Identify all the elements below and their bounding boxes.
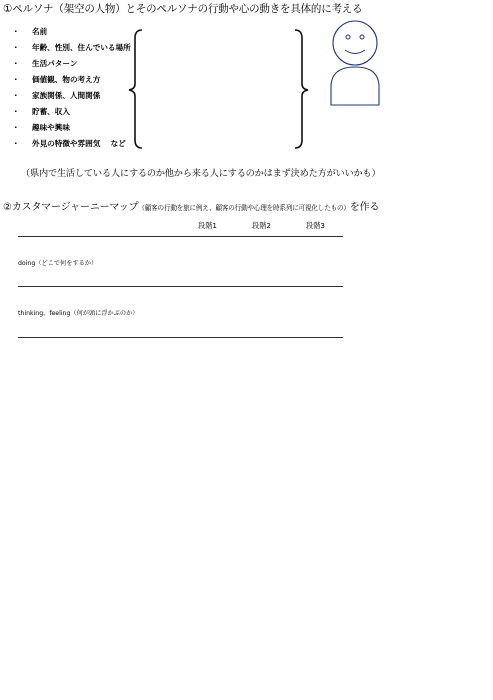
list-item xyxy=(12,90,100,101)
list-item-label: 貯蓄、収入 xyxy=(32,107,70,116)
list-item-label: 外見の特徴や雰囲気 など xyxy=(32,139,126,148)
stage-header-2: 段階2 xyxy=(252,221,271,230)
bullet-icon: ・ xyxy=(12,91,20,100)
section2-title-tail: を作る xyxy=(349,202,380,213)
list-item xyxy=(12,122,70,133)
journey-map-divider xyxy=(18,286,343,287)
list-item xyxy=(12,58,77,69)
list-item xyxy=(12,138,126,149)
list-item-label: 生活パターン xyxy=(32,59,78,68)
list-item-label: 年齢、性別、住んでいる場所 xyxy=(32,43,131,52)
bullet-icon: ・ xyxy=(12,43,20,52)
left-curly-bracket xyxy=(125,28,145,150)
persona-figure xyxy=(327,17,385,109)
section2-title-main: ②カスタマージャーニーマップ xyxy=(3,202,139,213)
section2-title-description: （顧客の行動を旅に例え、顧客の行動や心理を時系列に可視化したもの） xyxy=(138,204,350,212)
right-curly-bracket xyxy=(292,28,312,150)
row-label-doing: doing（どこで何をするか） xyxy=(18,260,98,267)
section2-title xyxy=(3,198,379,213)
persona-note: （県内で生活している人にするのか他から来る人にするのかはまず決めた方がいいかも） xyxy=(21,168,381,179)
stage-header-3: 段階3 xyxy=(306,221,325,230)
bullet-icon: ・ xyxy=(12,123,20,132)
bullet-icon: ・ xyxy=(12,107,20,116)
list-item xyxy=(12,26,47,37)
list-item xyxy=(12,42,131,53)
bullet-icon: ・ xyxy=(12,59,20,68)
section1-title: ①ペルソナ（架空の人物）とそのペルソナの行動や心の動きを具体的に考える xyxy=(3,3,363,15)
list-item-label: 名前 xyxy=(32,27,48,36)
bullet-icon: ・ xyxy=(12,27,20,36)
persona-head xyxy=(333,21,377,65)
list-item-label: 趣味や興味 xyxy=(32,123,70,132)
stage-header-1: 段階1 xyxy=(198,221,217,230)
list-item xyxy=(12,106,70,117)
bullet-icon: ・ xyxy=(12,139,20,148)
bullet-icon: ・ xyxy=(12,75,20,84)
persona-body xyxy=(331,67,379,105)
journey-map-divider xyxy=(18,236,343,237)
list-item xyxy=(12,74,100,85)
journey-map-divider xyxy=(18,337,343,338)
list-item-label: 価値観、物の考え方 xyxy=(32,75,101,84)
row-label-thinking-feeling: thinking、feeling（何が頭に浮かぶのか） xyxy=(18,310,139,317)
list-item-label: 家族関係、人間関係 xyxy=(32,91,101,100)
